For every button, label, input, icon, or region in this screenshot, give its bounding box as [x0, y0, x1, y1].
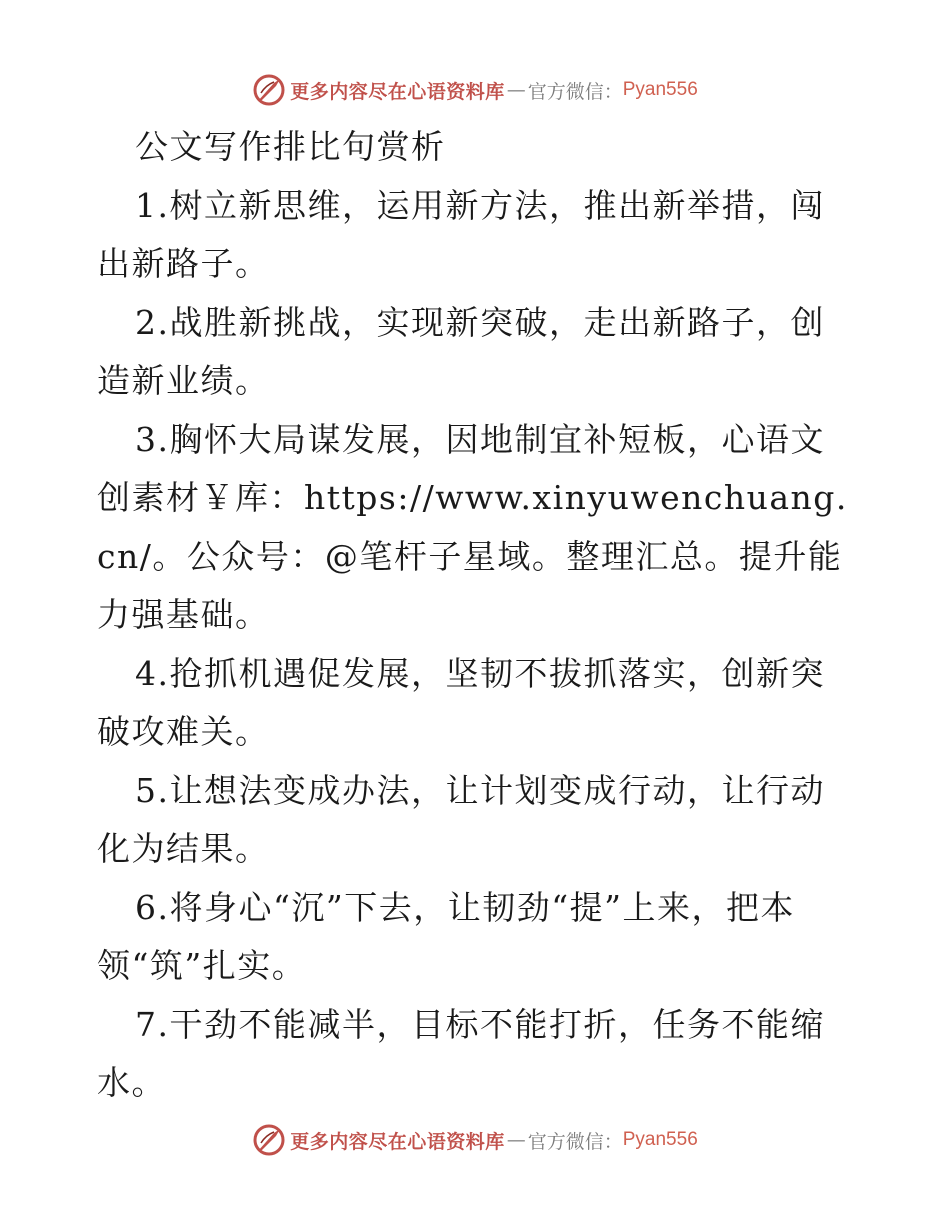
- list-item: 4.抢抓机遇促发展，坚韧不拔抓落实，创新突破攻难关。: [97, 653, 825, 751]
- quill-seal-icon: [252, 73, 286, 107]
- footer-banner: [0, 1120, 950, 1160]
- banner-text: 更多内容尽在心语资料库: [290, 80, 505, 103]
- document-body: [97, 118, 857, 1113]
- list-item: 3.胸怀大局谋发展，因地制宜补短板，心语文创素材￥库：https://www.xinyuwenchuang.cn/。公众号：@笔杆子星域。整理汇总。提升能力强基础。: [97, 419, 848, 634]
- list-item: 1.树立新思维，运用新方法，推出新举措，闯出新路子。: [97, 185, 825, 283]
- banner-dash: —: [506, 1129, 526, 1151]
- banner-wechat-id: Pyan556: [622, 1129, 698, 1150]
- banner-official-label: 官方微信：: [527, 1130, 623, 1153]
- banner-dash: —: [506, 79, 526, 101]
- banner-text: 更多内容尽在心语资料库: [290, 1130, 505, 1153]
- banner-official-label: 官方微信：: [527, 80, 623, 103]
- quill-seal-icon: [252, 1123, 286, 1157]
- list-item: 5.让想法变成办法，让计划变成行动，让行动化为结果。: [97, 770, 825, 868]
- list-item: 2.战胜新挑战，实现新突破，走出新路子，创造新业绩。: [97, 302, 825, 400]
- list-item: 6.将身心“沉”下去，让韧劲“提”上来，把本领“筑”扎实。: [97, 887, 795, 985]
- list-item: 7.干劲不能减半，目标不能打折，任务不能缩水。: [97, 1004, 825, 1102]
- banner-wechat-id: Pyan556: [622, 79, 698, 100]
- document-title: 公文写作排比句赏析: [135, 127, 446, 166]
- header-banner: [0, 70, 950, 110]
